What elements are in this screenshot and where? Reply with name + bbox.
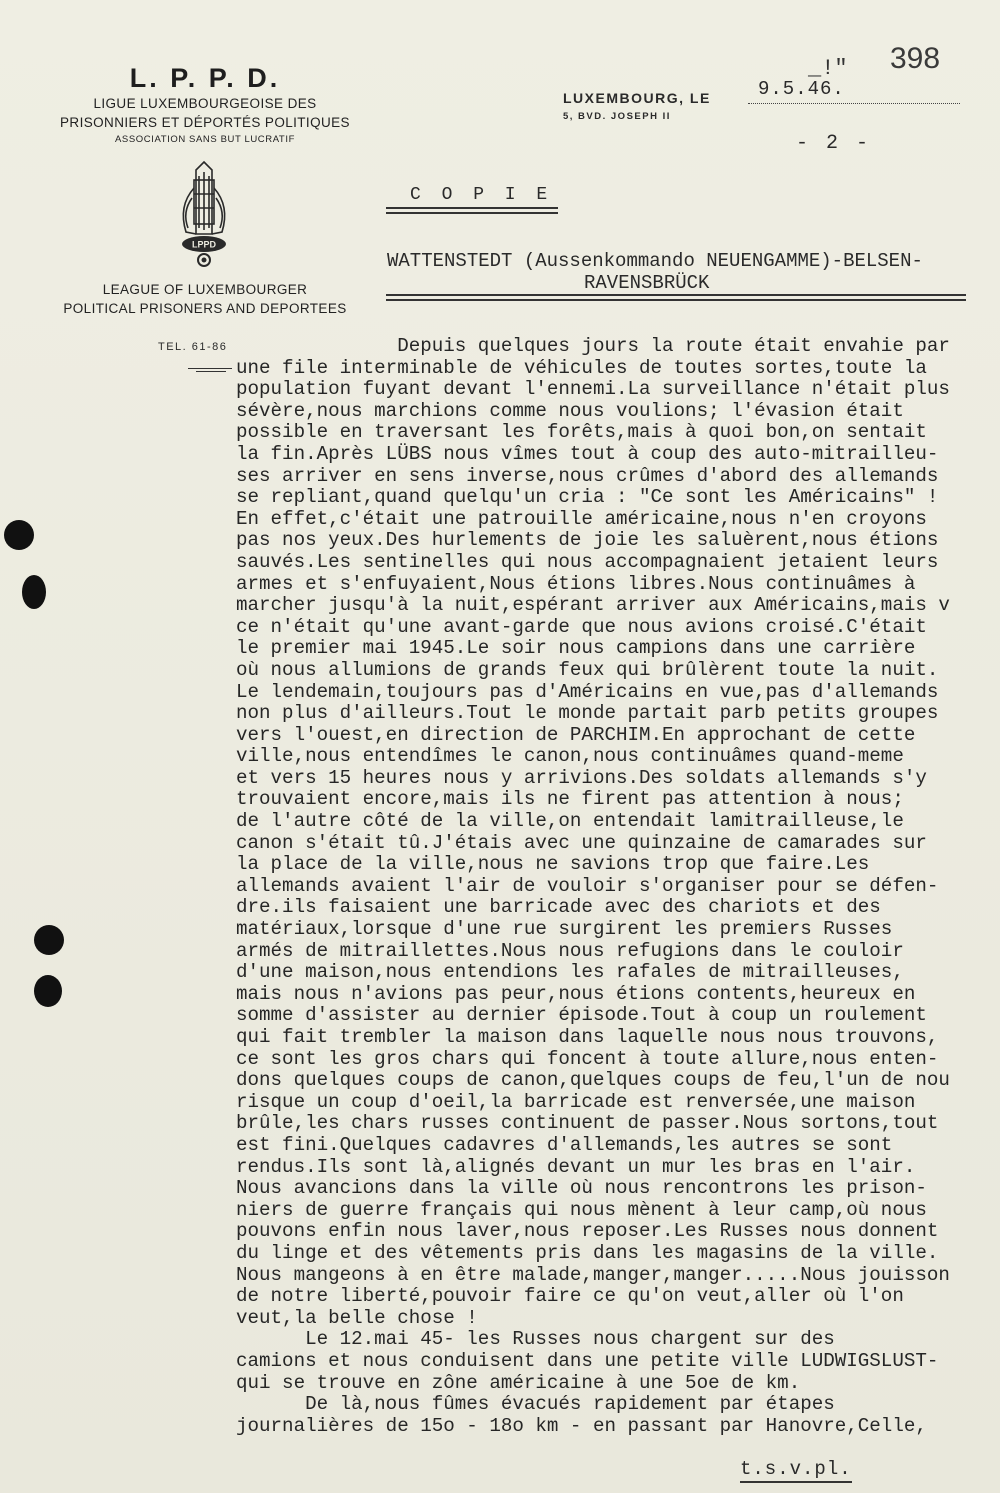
- body-line: possible en traversant les forêts,mais à quoi bon,on sentait: [236, 421, 927, 444]
- body-line: camions et nous conduisent dans une petite ville LUDWIGSLUST-: [236, 1349, 939, 1372]
- body-line: Le lendemain,toujours pas d'Américains en vue,pas d'allemands: [236, 680, 939, 703]
- body-line: En effet,c'était une patrouille américaine,nous n'en croyons: [236, 507, 927, 530]
- body-line: brûle,les chars russes continuent de passer.Nous sortons,tout: [236, 1112, 939, 1135]
- org-status: ASSOCIATION SANS BUT LUCRATIF: [115, 134, 295, 145]
- body-line: trouvaient encore,mais ils ne firent pas attention à nous;: [236, 788, 904, 811]
- document-title-line-1: WATTENSTEDT (Aussenkommando NEUENGAMME)-BELSEN-: [387, 250, 923, 272]
- body-line: la place de la ville,nous ne savions trop que faire.Les: [236, 853, 870, 876]
- logo-text: LPPD: [191, 239, 217, 250]
- body-line: somme d'assister au dernier épisode.Tout à coup un roulement: [236, 1004, 927, 1027]
- punch-hole-2: [22, 575, 46, 609]
- date-dotted-line: [748, 103, 960, 104]
- body-line: marcher jusqu'à la nuit,espérant arriver aux Américains,mais v: [236, 594, 950, 617]
- copy-label: C O P I E: [410, 185, 553, 205]
- org-abbreviation: L. P. P. D.: [129, 63, 281, 93]
- body-line: pas nos yeux.Des hurlements de joie les saluèrent,nous étions: [236, 529, 939, 552]
- org-name-line-2: PRISONNIERS ET DÉPORTÉS POLITIQUES: [60, 115, 350, 130]
- body-line: population fuyant devant l'ennemi.La surveillance n'était plus: [236, 378, 950, 401]
- body-line: une file interminable de véhicules de toutes sortes,toute la: [236, 356, 927, 379]
- letter-date: 9.5.46.: [758, 78, 845, 100]
- org-english-line-1: LEAGUE OF LUXEMBOURGER: [102, 282, 308, 297]
- body-line: De là,nous fûmes évacués rapidement par étapes: [236, 1393, 835, 1416]
- letterhead-english: [60, 280, 350, 318]
- body-line: niers de guerre français qui nous mènent à leur camp,où nous: [236, 1198, 927, 1221]
- copy-double-underline-bottom: [386, 212, 558, 214]
- telephone-number: TEL. 61-86: [158, 341, 228, 353]
- body-line: dre.ils faisaient une barricade avec des chariots et des: [236, 896, 881, 919]
- body-line: journalières de 15o - 18o km - en passant par Hanovre,Celle,: [236, 1414, 927, 1437]
- tel-underline-2: [196, 371, 226, 372]
- body-line: où nous allumions de grands feux qui brûlèrent toute la nuit.: [236, 658, 939, 681]
- title-double-underline-bottom: [386, 299, 966, 301]
- body-line: rendus.Ils sont là,alignés devant un mur les bras en l'air.: [236, 1155, 916, 1178]
- body-line: Depuis quelques jours la route était envahie par: [236, 335, 950, 357]
- body-line: se repliant,quand quelqu'un cria : "Ce sont les Américains" !: [236, 486, 939, 509]
- body-line: vers l'ouest,en direction de PARCHIM.En approchant de cette: [236, 723, 916, 746]
- body-line: sauvés.Les sentinelles qui nous accompagnaient jetaient leurs: [236, 550, 939, 573]
- letter-body: [236, 336, 1000, 1437]
- tel-underline: [188, 368, 232, 369]
- body-line: ce n'était qu'une avant-garde que nous avions croisé.C'était: [236, 615, 927, 638]
- org-english-line-2: POLITICAL PRISONERS AND DEPORTEES: [63, 301, 347, 316]
- copy-double-underline-top: [386, 207, 558, 209]
- body-line: ville,nous entendîmes le canon,nous continuâmes quand-meme: [236, 745, 904, 768]
- letterhead-org: [60, 62, 350, 148]
- punch-hole-1: [4, 520, 34, 550]
- body-line: Le 12.mai 45- les Russes nous chargent sur des: [236, 1328, 835, 1351]
- page-number: - 2 -: [796, 132, 872, 155]
- body-line: est fini.Quelques cadavres d'allemands,les autres se sont: [236, 1133, 893, 1156]
- body-line: la fin.Après LÜBS nous vîmes tout à coup des auto-mitrailleu-: [236, 442, 939, 465]
- body-line: pouvons enfin nous laver,nous reposer.Les Russes nous donnent: [236, 1220, 939, 1243]
- body-line: qui se trouve en zône américaine à une 5oe de km.: [236, 1371, 801, 1394]
- body-line: non plus d'ailleurs.Tout le monde partait parb petits groupes: [236, 702, 939, 725]
- body-line: matériaux,lorsque d'une rue surgirent les premiers Russes: [236, 918, 893, 941]
- body-line: veut,la belle chose !: [236, 1306, 478, 1329]
- body-line: de notre liberté,pouvoir faire ce qu'on veut,aller où l'on: [236, 1285, 904, 1308]
- punch-hole-3: [34, 925, 64, 955]
- continued-overleaf: t.s.v.pl.: [740, 1458, 852, 1480]
- body-line: risque un coup d'oeil,la barricade est renversée,une maison: [236, 1090, 916, 1113]
- body-line: qui fait trembler la maison dans laquelle nous nous trouvons,: [236, 1026, 939, 1048]
- title-double-underline-top: [386, 294, 966, 296]
- body-line: allemands avaient l'air de vouloir s'organiser pour se défen-: [236, 874, 939, 897]
- punch-hole-4: [34, 975, 62, 1007]
- body-line: canon s'était tû.J'étais avec une quinzaine de camarades sur: [236, 831, 927, 854]
- org-name-line-1: LIGUE LUXEMBOURGEOISE DES: [93, 96, 317, 111]
- document-title-line-2: RAVENSBRÜCK: [584, 272, 710, 294]
- document-number: 398: [890, 42, 941, 75]
- body-line: dons quelques coups de canon,quelques coups de feu,l'un de nou: [236, 1069, 950, 1092]
- body-line: le premier mai 1945.Le soir nous campions dans une carrière: [236, 637, 916, 660]
- body-line: de l'autre côté de la ville,on entendait lamitrailleuse,le: [236, 810, 904, 833]
- body-line: Nous avancions dans la ville où nous rencontrons les prison-: [236, 1177, 927, 1200]
- body-line: ce sont les gros chars qui foncent à toute allure,nous enten-: [236, 1047, 939, 1070]
- handwritten-mark: _!": [808, 56, 848, 81]
- body-line: mais nous n'avions pas peur,nous étions contents,heureux en: [236, 982, 916, 1005]
- body-line: armés de mitraillettes.Nous nous refugions dans le couloir: [236, 939, 904, 962]
- body-line: et vers 15 heures nous y arrivions.Des soldats allemands s'y: [236, 766, 927, 789]
- body-line: Nous mangeons à en être malade,manger,manger.....Nous jouisson: [236, 1263, 950, 1286]
- letter-location: LUXEMBOURG, LE: [563, 90, 711, 106]
- body-line: ses arriver en sens inverse,nous crûmes d'abord des allemands: [236, 464, 939, 487]
- body-line: du linge et des vêtements pris dans les magasins de la ville.: [236, 1241, 939, 1264]
- org-address: 5, BVD. JOSEPH II: [563, 111, 671, 122]
- body-line: armes et s'enfuyaient,Nous étions libres.Nous continuâmes à: [236, 572, 916, 595]
- lppd-emblem-logo: [172, 158, 236, 270]
- body-line: sévère,nous marchions comme nous voulions; l'évasion était: [236, 399, 904, 422]
- footer-underline: [740, 1481, 852, 1483]
- body-line: d'une maison,nous entendions les rafales de mitrailleuses,: [236, 961, 904, 984]
